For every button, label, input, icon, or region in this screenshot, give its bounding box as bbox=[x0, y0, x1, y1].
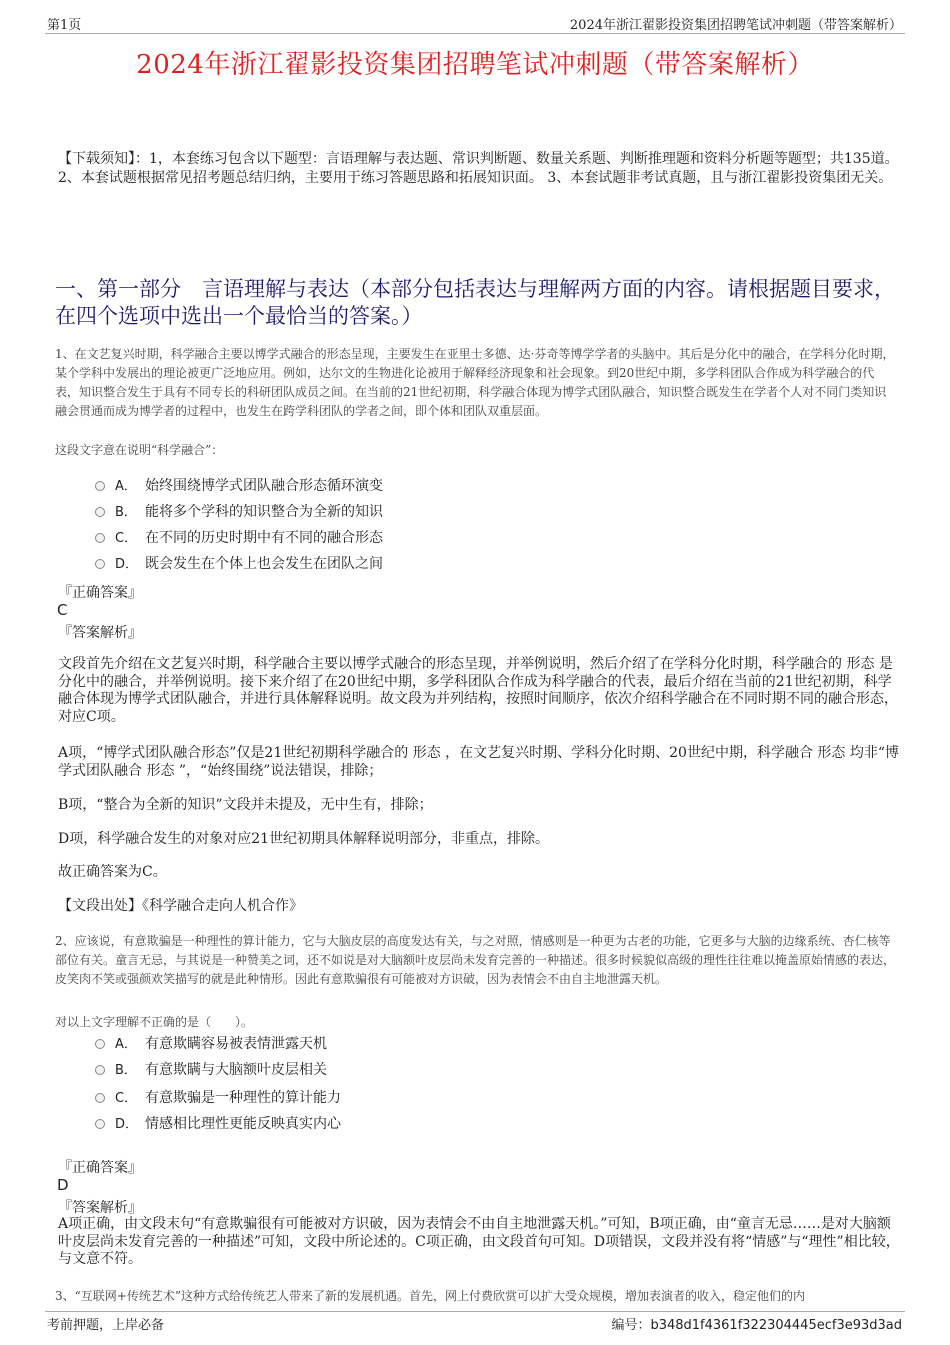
q1-analysis-paragraph: 文段首先介绍在文艺复兴时期，科学融合主要以博学式融合的形态呈现，并举例说明，然后介绍了在学科分化时期，科学融合的 形态 是分化中的融合，并举例说明。接下来介绍了在20世纪中期，多学科团队合作成为科学融合的代表，最后介绍在当前的21世纪初期，科学融合体现为博学式团队融合，并进行具体解释说明。故文段为并列结构，按照时间顺序，依次介绍科学融合在不同时期不同的融合形态，对应C项。 bbox=[58, 656, 898, 725]
q2-option-a[interactable]: A． 有意欺瞒容易被表情泄露天机 bbox=[95, 1034, 327, 1054]
page-number: 第1页 bbox=[47, 18, 82, 33]
q1-answer-label: 『正确答案』 bbox=[58, 585, 142, 601]
q2-option-b[interactable]: B． 有意欺瞒与大脑额叶皮层相关 bbox=[95, 1060, 327, 1080]
q2-option-d[interactable]: D． 情感相比理性更能反映真实内心 bbox=[95, 1114, 341, 1134]
footer-divider bbox=[45, 1311, 905, 1312]
q1-analysis-paragraph: B项，“整合为全新的知识”文段并未提及，无中生有，排除； bbox=[58, 797, 433, 813]
radio-button-icon[interactable] bbox=[95, 507, 105, 517]
document-title: 2024年浙江翟影投资集团招聘笔试冲刺题（带答案解析） bbox=[136, 50, 814, 80]
section-heading: 一、第一部分 言语理解与表达（本部分包括表达与理解两方面的内容。请根据题目要求，在四个选项中选出一个最恰当的答案。） bbox=[55, 277, 895, 328]
question-2-text: 2、应该说，有意欺骗是一种理性的算计能力，它与大脑皮层的高度发达有关，与之对照，情感则是一种更为古老的功能，它更多与大脑的边缘系统、杏仁核等部位有关。童言无忌，与其说是一种赞美之词，还不如说是对大脑额叶皮层尚未发育完善的一种描述。很多时候貌似高级的理性往往难以掩盖原始情感的表达，皮笑肉不笑或强颜欢笑描写的就是此种情形。因此有意欺骗很有可能被对方识破，因为表情会不由自主地泄露天机。 bbox=[55, 934, 896, 986]
radio-button-icon[interactable] bbox=[95, 1065, 105, 1075]
footer-slogan: 考前押题，上岸必备 bbox=[47, 1318, 165, 1333]
q2-answer: D bbox=[57, 1176, 69, 1194]
q2-analysis-paragraph: A项正确，由文段末句“有意欺骗很有可能被对方识破，因为表情会不由自主地泄露天机。”可知，B项正确，由“童言无忌……是对大脑额叶皮层尚未发育完善的一种描述”可知，文段中所论述的。C项正确，由文段首句可知。D项错误，文段并没有将“情感”与“理性”相比较，与文意不符。 bbox=[58, 1216, 900, 1267]
q1-answer: C bbox=[57, 601, 68, 619]
radio-button-icon[interactable] bbox=[95, 1039, 105, 1049]
q1-option-c[interactable]: C． 在不同的历史时期中有不同的融合形态 bbox=[95, 528, 383, 548]
radio-button-icon[interactable] bbox=[95, 533, 105, 543]
q1-analysis-paragraph: A项，“博学式团队融合形态”仅是21世纪初期科学融合的 形态 ，在文艺复兴时期、学科分化时期、20世纪中期，科学融合 形态 均非“博学式团队融合 形态 ”，“始终围绕”说法错误，排除； bbox=[58, 745, 900, 779]
q2-option-c[interactable]: C． 有意欺骗是一种理性的算计能力 bbox=[95, 1088, 341, 1108]
question-1-stem: 这段文字意在说明“科学融合”： bbox=[55, 443, 224, 457]
q2-answer-label: 『正确答案』 bbox=[58, 1160, 142, 1176]
question-1-text: 1、在文艺复兴时期，科学融合主要以博学式融合的形态呈现，主要发生在亚里士多德、达·芬奇等博学学者的头脑中。其后是分化中的融合，在学科分化时期，某个学科中发展出的理论被更广泛地应用。例如，达尔文的生物进化论被用于解释经济现象和社会现象。到20世纪中期，多学科团队合作成为科学融合的代表，知识整合发生于具有不同专长的科研团队成员之间。在当前的21世纪初期，科学融合体现为博学式团队融合，知识整合既发生在学者个人对不同门类知识融会贯通而成为博学者的过程中，也发生在跨学科团队的学者之间，即个体和团队双重层面。 bbox=[55, 347, 895, 418]
q1-source: 【文段出处】《科学融合走向人机合作》 bbox=[58, 898, 303, 914]
q1-analysis-label: 『答案解析』 bbox=[58, 625, 142, 641]
question-2-stem: 对以上文字理解不正确的是（ ）。 bbox=[55, 1015, 254, 1029]
radio-button-icon[interactable] bbox=[95, 1093, 105, 1103]
q1-analysis-paragraph: D项，科学融合发生的对象对应21世纪初期具体解释说明部分，非重点，排除。 bbox=[58, 831, 550, 847]
q1-option-d[interactable]: D． 既会发生在个体上也会发生在团队之间 bbox=[95, 554, 383, 574]
question-3-text: 3、“互联网+传统艺术”这种方式给传统艺人带来了新的发展机遇。首先，网上付费欣赏可以扩大受众规模，增加表演者的收入，稳定他们的内 bbox=[55, 1289, 805, 1303]
download-notice: 【下载须知】：1，本套练习包含以下题型：言语理解与表达题、常识判断题、数量关系题、判断推理题和资料分析题等题型；共135道。 2、本套试题根据常见招考题总结归纳，主要用于练习答题思路和拓展知识面。 3、本套试题非考试真题，且与浙江翟影投资集团无关。 bbox=[58, 151, 899, 186]
q1-analysis-paragraph: 故正确答案为C。 bbox=[58, 864, 167, 880]
radio-button-icon[interactable] bbox=[95, 481, 105, 491]
q1-option-a[interactable]: A． 始终围绕博学式团队融合形态循环演变 bbox=[95, 476, 383, 496]
header-doc-title: 2024年浙江翟影投资集团招聘笔试冲刺题（带答案解析） bbox=[569, 18, 902, 33]
q1-option-b[interactable]: B． 能将多个学科的知识整合为全新的知识 bbox=[95, 502, 383, 522]
q2-analysis-label: 『答案解析』 bbox=[58, 1200, 142, 1216]
radio-button-icon[interactable] bbox=[95, 1119, 105, 1129]
radio-button-icon[interactable] bbox=[95, 559, 105, 569]
document-id: 编号：b348d1f4361f322304445ecf3e93d3ad bbox=[611, 1318, 902, 1333]
header-divider bbox=[45, 33, 905, 34]
